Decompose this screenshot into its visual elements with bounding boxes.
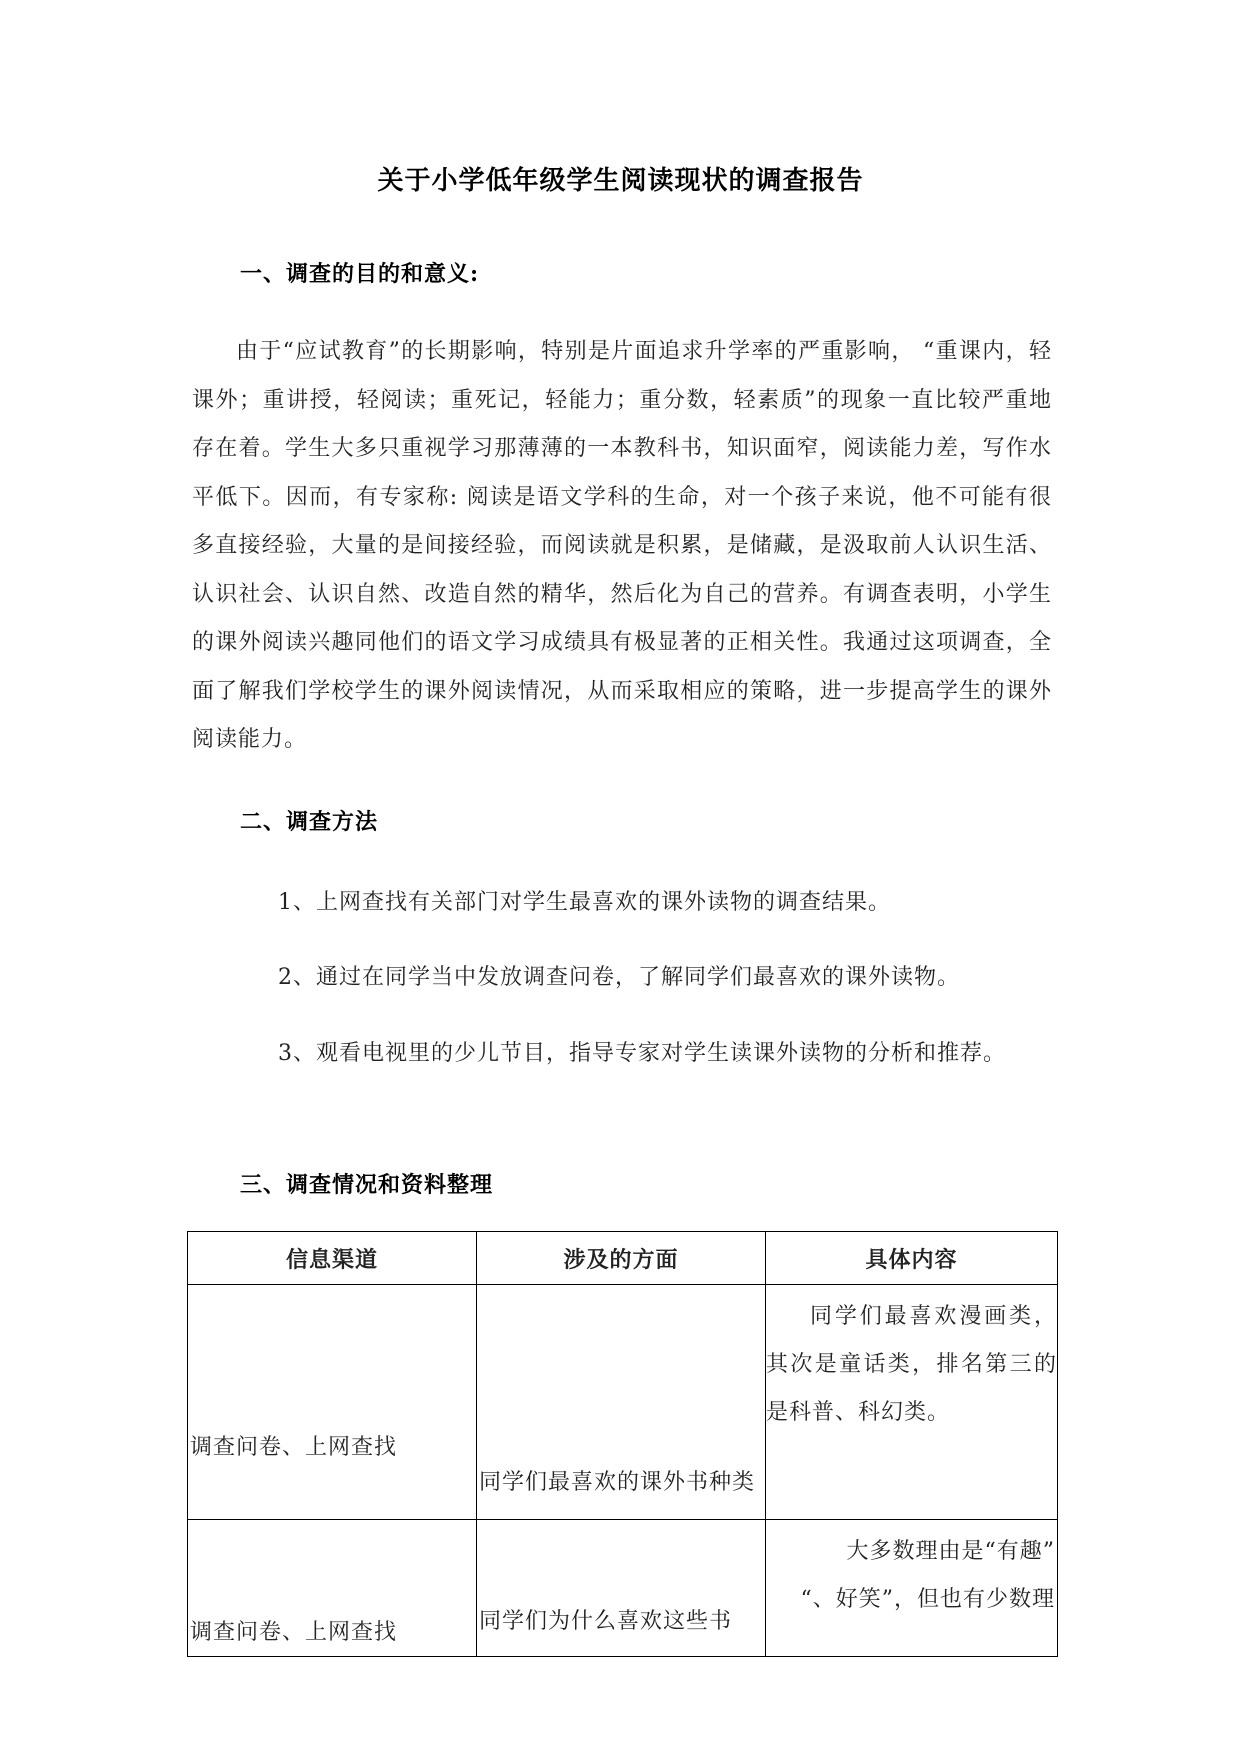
method-item: 1、上网查找有关部门对学生最喜欢的课外读物的调查结果。 bbox=[278, 890, 891, 915]
cell-content-line: 大多数理由是“有趣” bbox=[846, 1539, 1055, 1564]
table-row bbox=[188, 1520, 1058, 1657]
survey-table bbox=[187, 1231, 1058, 1657]
section-heading-method: 二、调查方法 bbox=[240, 809, 379, 835]
purpose-paragraph: 由于“应试教育”的长期影响，特别是片面追求升学率的严重影响， “重课内，轻课外；重讲授，轻阅读；重死记，轻能力；重分数，轻素质”的现象一直比较严重地存在着。学生大多只重视学习那薄薄的一本教科书，知识面窄，阅读能力差，写作水平低下。因而，有专家称: 阅读是语文学科的生命，对一个孩子来说，他不可能有很多直接经验，大量的是间接经验，而阅读就是积累，是储藏，是汲取前人认识生活、认识社会、认识自然、改造自然的精华，然后化为自己的营养。有调查表明，小学生的课外阅读兴趣同他们的语文学习成绩具有极显著的正相关性。我通过这项调查，全面了解我们学校学生的课外阅读情况，从而采取相应的策略，进一步提高学生的课外阅读能力。 bbox=[192, 339, 1052, 752]
document-title: 关于小学低年级学生阅读现状的调查报告 bbox=[377, 166, 864, 196]
table-row bbox=[188, 1285, 1058, 1520]
cell-content-line: “、好笑”，但也有少数理 bbox=[800, 1587, 1055, 1612]
cell-source: 调查问卷、上网查找 bbox=[188, 1285, 477, 1520]
method-item: 3、观看电视里的少儿节目，指导专家对学生读课外读物的分析和推荐。 bbox=[278, 1041, 1006, 1066]
cell-content: 同学们最喜欢漫画类，其次是童话类，排名第三的是科普、科幻类。 bbox=[766, 1285, 1058, 1520]
column-header-aspect: 涉及的方面 bbox=[477, 1232, 766, 1285]
section-heading-findings: 三、调查情况和资料整理 bbox=[240, 1172, 494, 1198]
cell-aspect: 同学们为什么喜欢这些书 bbox=[477, 1520, 766, 1657]
cell-aspect: 同学们最喜欢的课外书种类 bbox=[477, 1285, 766, 1520]
cell-content bbox=[766, 1520, 1058, 1657]
method-item: 2、通过在同学当中发放调查问卷，了解同学们最喜欢的课外读物。 bbox=[278, 965, 960, 990]
cell-source: 调查问卷、上网查找 bbox=[188, 1520, 477, 1657]
table-header-row bbox=[188, 1232, 1058, 1285]
section-heading-purpose: 一、调查的目的和意义: bbox=[240, 261, 480, 287]
column-header-source: 信息渠道 bbox=[188, 1232, 477, 1285]
column-header-content: 具体内容 bbox=[766, 1232, 1058, 1285]
